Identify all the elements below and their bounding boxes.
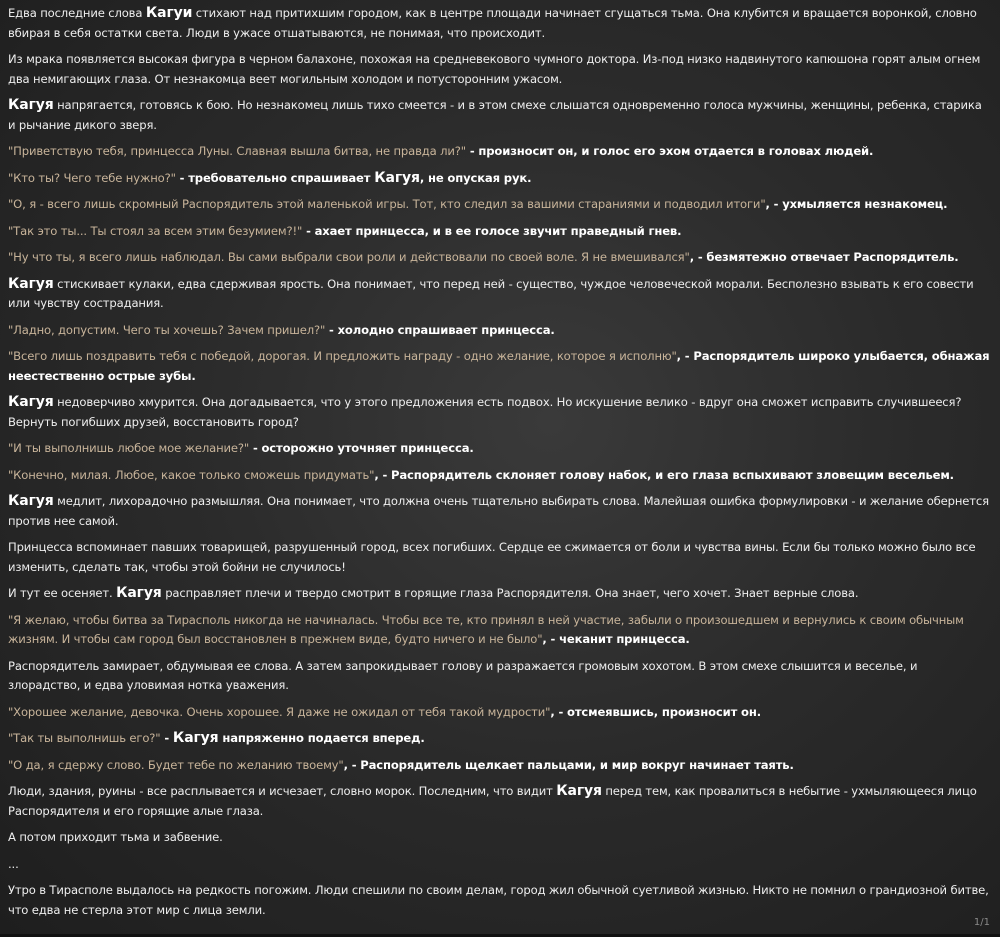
dialogue-quote: "О да, я сдержу слово. Будет тебе по желанию твоему" — [8, 757, 344, 772]
paragraph — [8, 611, 990, 650]
dialogue-quote: "И ты выполнишь любое мое желание?" — [8, 441, 250, 455]
paragraph — [8, 248, 990, 268]
paragraph — [8, 222, 990, 242]
narration-bold: - ахает принцесса, и в ее голосе звучит праведный гнев. — [302, 223, 682, 238]
narration-text: перед тем, как провалиться в небытие - ухмыляющееся лицо Распорядителя и его горящие алые глаза. — [8, 784, 977, 818]
narration-text: И тут ее осеняет. — [8, 586, 117, 600]
narration-text: Утро в Тирасполе выдалось на редкость погожим. Люди спешили по своим делам, город жил обычной суетливой жизнью. Никто не помнил о грандиозной битве, что едва не стерла этот мир с лица земли. — [8, 883, 989, 917]
paragraph — [8, 275, 990, 314]
character-name: Кагуя — [8, 275, 54, 292]
character-name: Кагуя — [8, 394, 54, 410]
paragraph — [8, 538, 990, 577]
narration-bold: , - отсмеявшись, произносит он. — [550, 704, 761, 719]
narration-bold: - осторожно уточняет принцесса. — [249, 441, 474, 455]
narration-text: расправляет плечи и твердо смотрит в горящие глаза Распорядителя. Она знает, чего хочет. Знает верные слова. — [161, 586, 859, 600]
narration-bold: - — [160, 731, 173, 745]
narration-bold: , - ухмыляется незнакомец. — [765, 197, 948, 211]
paragraph — [8, 828, 990, 848]
dialogue-quote: "Я желаю, чтобы битва за Тирасполь никогда не начиналась. Чтобы все те, кто принял в ней участие, забыли о произошедшем и вернулись к своим обычным жизням. И чтобы сам город был восстановлен в прежнем виде, будто ничего и не было" — [8, 612, 964, 646]
paragraph — [8, 321, 990, 341]
paragraph — [8, 703, 990, 723]
paragraph — [8, 657, 990, 696]
dialogue-quote: "Кто ты? Чего тебе нужно?" — [8, 170, 176, 185]
paragraph — [8, 466, 990, 486]
paragraph — [8, 439, 990, 459]
narration-text: Принцесса вспоминает павших товарищей, разрушенный город, всех погибших. Сердце ее сжимается от боли и чувства вины. Если бы только можно было все изменить, сделать так, чтобы этой бойни не случилось! — [8, 540, 976, 574]
dialogue-quote: "О, я - всего лишь скромный Распорядитель этой маленькой игры. Тот, кто следил за вашими стараниями и подводил итоги" — [8, 197, 766, 211]
narration-bold: , не опуская рук. — [419, 170, 532, 185]
dialogue-quote: "Хорошее желание, девочка. Очень хорошее. Я даже не ожидал от тебя такой мудрости" — [8, 704, 551, 719]
narration-text: стихают над притихшим городом, как в центре площади начинает сгущаться тьма. Она клубится и вращается воронкой, словно вбирая в себя остатки света. Люди в ужасе отшатываются, не понимая, что происходит. — [8, 6, 977, 40]
paragraph — [8, 782, 990, 821]
narration-text: Люди, здания, руины - все расплывается и исчезает, словно морок. Последним, что видит — [8, 784, 557, 798]
character-name: Кагуя — [556, 783, 602, 799]
paragraph — [8, 881, 990, 920]
narration-bold: - произносит он, и голос его эхом отдается в головах людей. — [465, 144, 874, 158]
narration-bold: , - Распорядитель широко улыбается, обнажая неестественно острые зубы. — [8, 349, 990, 383]
character-name: Кагуя — [8, 493, 54, 509]
paragraph — [8, 4, 990, 43]
dialogue-quote: "Конечно, милая. Любое, какое только сможешь придумать" — [8, 467, 375, 482]
narration-text: Распорядитель замирает, обдумывая ее слова. А затем запрокидывает голову и разражается громовым хохотом. В этом смехе слышится и веселье, и злорадство, и едва уловимая нотка уважения. — [8, 658, 918, 692]
narration-text: Едва последние слова — [8, 6, 146, 20]
dialogue-quote: "Так ты выполнишь его?" — [8, 731, 161, 745]
page-indicator: 1/1 — [973, 917, 990, 928]
narration-bold: напряженно подается вперед. — [218, 731, 425, 745]
narration-text: напрягается, готовясь к бою. Но незнакомец лишь тихо смеется - и в этом смехе слышатся одновременно голоса мужчины, женщины, ребенка, старика и рычание дикого зверя. — [8, 98, 982, 132]
paragraph — [8, 855, 990, 875]
narration-text: А потом приходит тьма и забвение. — [8, 830, 223, 844]
paragraph — [8, 584, 990, 604]
paragraph — [8, 347, 990, 386]
narration-text: стискивает кулаки, едва сдерживая ярость. Она понимает, что перед ней - существо, чуждое человеческой морали. Бесполезно взывать к его совести или чувству сострадания. — [8, 276, 974, 310]
narration-bold: - требовательно спрашивает — [175, 170, 375, 185]
narration-bold: , - безмятежно отвечает Распорядитель. — [689, 250, 959, 264]
narration-bold: - холодно спрашивает принцесса. — [325, 322, 555, 337]
dialogue-quote: "Так это ты... Ты стоял за всем этим безумием?!" — [8, 223, 303, 238]
character-name: Кагуя — [172, 730, 219, 746]
narration-text: Из мрака появляется высокая фигура в черном балахоне, похожая на средневекового чумного доктора. Из-под низко надвинутого капюшона горят алым огнем два немигающих глаза. От незнакомца веет могильным холодом и потусторонним ужасом. — [8, 52, 981, 86]
narration-text: ... — [8, 856, 19, 871]
paragraph — [8, 756, 990, 776]
paragraph — [8, 195, 990, 215]
character-name: Кагуя — [116, 585, 162, 601]
paragraph — [8, 729, 990, 749]
paragraph — [8, 492, 990, 531]
character-name: Кагуи — [145, 5, 193, 21]
paragraph — [8, 142, 990, 162]
character-name: Кагуя — [374, 169, 420, 186]
dialogue-quote: "Ну что ты, я всего лишь наблюдал. Вы сами выбрали свои роли и действовали по своей воле. Я не вмешивался" — [8, 250, 690, 264]
narration-bold: , - Распорядитель склоняет голову набок, и его глаза вспыхивают зловещим весельем. — [374, 467, 954, 482]
dialogue-quote: "Приветствую тебя, принцесса Луны. Славная вышла битва, не правда ли?" — [8, 144, 466, 158]
narration-bold: , - Распорядитель щелкает пальцами, и мир вокруг начинает таять. — [343, 757, 794, 772]
paragraph — [8, 96, 990, 135]
character-name: Кагуя — [8, 97, 54, 113]
paragraph — [8, 393, 990, 432]
narration-text: медлит, лихорадочно размышляя. Она понимает, что должна очень тщательно выбирать слова. Малейшая ошибка формулировки - и желание обернется против нее самой. — [8, 494, 989, 528]
paragraph — [8, 169, 990, 189]
narration-text: недоверчиво хмурится. Она догадывается, что у этого предложения есть подвох. Но искушение велико - вдруг она сможет исправить случившееся? Вернуть погибших друзей, восстановить город? — [8, 395, 962, 429]
narration-bold: , - чеканит принцесса. — [542, 632, 690, 646]
paragraph — [8, 50, 990, 89]
dialogue-quote: "Всего лишь поздравить тебя с победой, дорогая. И предложить награду - одно желание, которое я исполню" — [8, 349, 677, 363]
dialogue-quote: "Ладно, допустим. Чего ты хочешь? Зачем пришел?" — [8, 322, 326, 337]
